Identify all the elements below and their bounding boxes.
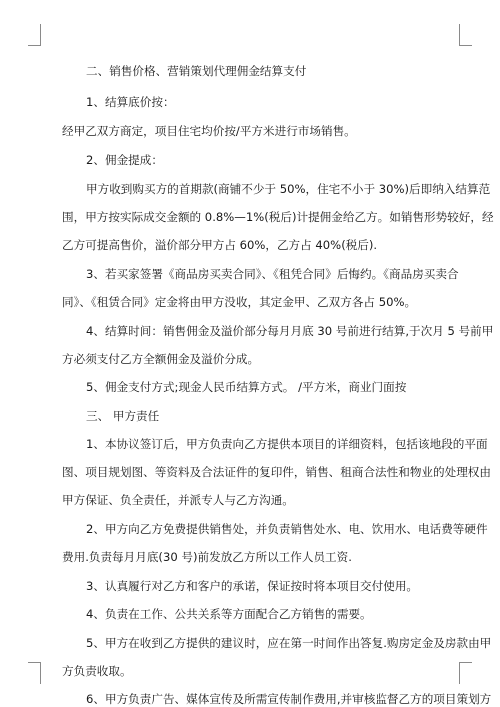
paragraph-line: 1、本协议签订后，甲方负责向乙方提供本项目的详细资料，包括该地段的平面 [86,437,488,451]
crop-mark-bottom-right-h [459,662,472,663]
paragraph-line: 同》、《租赁合同》定金将由甲方没收，其定金甲、乙双方各占 50%。 [62,295,417,309]
paragraph-line: 2、甲方向乙方免费提供销售处，并负责销售处水、电、饮用水、电话费等硬件 [86,522,488,536]
crop-mark-top-left-v [40,24,41,46]
paragraph-line: 方必须支付乙方全额佣金及溢价分成。 [62,352,260,366]
crop-mark-bottom-left-h [28,662,41,663]
paragraph-line: 2、佣金提成： [86,153,163,167]
paragraph-line: 围，甲方按实际成交金额的 0.8%—1%(税后)计提佣金给乙方。如销售形势较好，经 [62,210,494,224]
paragraph-line: 3、认真履行对乙方和客户的承诺，保证按时将本项目交付使用。 [86,579,419,593]
paragraph-line: 费用.负责每月月底(30 号)前发放乙方所以工作人员工资. [62,550,352,564]
crop-mark-top-left-h [28,45,41,46]
paragraph-line: 甲方收到购买方的首期款(商铺不少于 50%，住宅不小于 30%)后即纳入结算范 [86,182,491,196]
crop-mark-top-right-h [459,45,472,46]
crop-mark-bottom-left-v [40,662,41,684]
section-heading: 三、 甲方责任 [86,409,160,423]
paragraph-line: 1、结算底价按： [86,95,175,109]
paragraph-line: 4、负责在工作、公共关系等方面配合乙方销售的需要。 [86,607,372,621]
crop-mark-bottom-right-v [459,662,460,684]
paragraph-line: 经甲乙双方商定，项目住宅均价按/平方米进行市场销售。 [62,124,356,138]
crop-mark-top-right-v [459,24,460,46]
paragraph-line: 图、项目规划图、等资料及合法证件的复印件，销售、租商合法性和物业的处理权由 [62,465,491,479]
paragraph-line: 3、若买家签署《商品房买卖合同》、《租凭合同》后悔约。《商品房买卖合 [86,267,459,281]
paragraph-line: 6、甲方负责广告、媒体宣传及所需宣传制作费用,并审核监督乙方的项目策划方 [86,692,492,706]
section-heading: 二、销售价格、营销策划代理佣金结算支付 [86,64,307,78]
paragraph-line: 5、甲方在收到乙方提供的建议时，应在第一时间作出答复.购房定金及房款由甲 [86,636,492,650]
paragraph-line: 5、佣金支付方式;现金人民币结算方式。 /平方米，商业门面按 [86,380,407,394]
paragraph-line: 甲方保证、负全责任，并派专人与乙方沟通。 [62,493,294,507]
paragraph-line: 4、结算时间：销售佣金及溢价部分每月月底 30 号前进行结算,于次月 5 号前甲 [86,324,494,338]
paragraph-line: 乙方可提高售价，溢价部分甲方占 60%，乙方占 40%(税后). [62,238,378,252]
paragraph-line: 方负责收取。 [62,664,132,678]
